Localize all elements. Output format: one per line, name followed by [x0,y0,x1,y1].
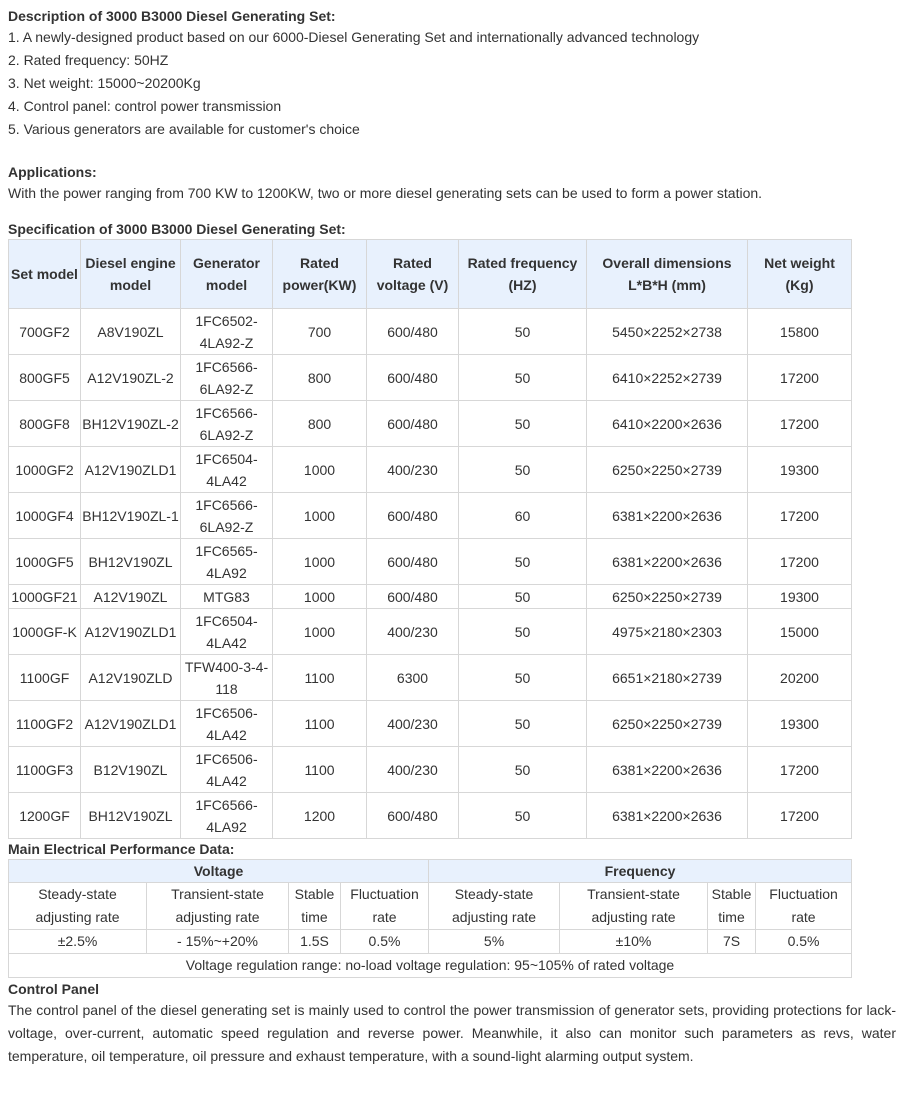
table-cell: 1000GF5 [9,539,81,585]
table-cell: 50 [459,401,587,447]
table-cell: 1FC6566-4LA92 [181,793,273,839]
performance-value: 5% [429,930,560,954]
table-cell: 50 [459,355,587,401]
table-cell: 400/230 [367,447,459,493]
table-cell: BH12V190ZL-2 [81,401,181,447]
table-cell: 6250×2250×2739 [587,585,748,609]
table-cell: A12V190ZLD1 [81,701,181,747]
table-cell: 1FC6566-6LA92-Z [181,355,273,401]
table-cell: 1FC6506-4LA42 [181,701,273,747]
table-cell: 600/480 [367,539,459,585]
description-item: 5. Various generators are available for customer's choice [8,121,360,137]
table-row [9,701,852,747]
table-cell: 800 [273,401,367,447]
table-cell: 50 [459,585,587,609]
table-row [9,655,852,701]
performance-subheader: Stable time [289,883,341,930]
column-header: Net weight (Kg) [748,240,852,309]
table-row [9,355,852,401]
table-row [9,609,852,655]
applications-heading: Applications: [8,164,97,180]
table-cell: 6381×2200×2636 [587,747,748,793]
table-cell: A12V190ZLD [81,655,181,701]
table-cell: 50 [459,655,587,701]
performance-heading: Main Electrical Performance Data: [8,841,235,857]
table-cell: 800GF5 [9,355,81,401]
table-cell: 800 [273,355,367,401]
table-cell: 1100GF [9,655,81,701]
table-cell: 19300 [748,585,852,609]
table-cell: 400/230 [367,609,459,655]
table-cell: 1200GF [9,793,81,839]
table-cell: 1000GF2 [9,447,81,493]
performance-subheader: Transient-state adjusting rate [147,883,289,930]
table-cell: 15000 [748,609,852,655]
table-cell: 1000 [273,609,367,655]
table-cell: 1FC6566-6LA92-Z [181,493,273,539]
specification-heading: Specification of 3000 B3000 Diesel Generating Set: [8,221,346,237]
table-cell: 1000 [273,539,367,585]
table-row [9,493,852,539]
column-header: Rated frequency (HZ) [459,240,587,309]
frequency-group-header: Frequency [429,860,852,883]
table-cell: 1000GF4 [9,493,81,539]
table-cell: 50 [459,701,587,747]
table-cell: 6381×2200×2636 [587,493,748,539]
table-cell: 1000GF-K [9,609,81,655]
table-cell: 6410×2200×2636 [587,401,748,447]
table-cell: 600/480 [367,309,459,355]
table-row [9,401,852,447]
applications-section [8,162,900,205]
performance-subheader: Fluctuation rate [756,883,852,930]
performance-value: - 15%~+20% [147,930,289,954]
table-row [9,309,852,355]
table-row [9,747,852,793]
table-cell: 700GF2 [9,309,81,355]
table-cell: 17200 [748,747,852,793]
table-cell: 60 [459,493,587,539]
table-cell: 1FC6502-4LA92-Z [181,309,273,355]
table-cell: 17200 [748,539,852,585]
table-cell: 600/480 [367,493,459,539]
control-panel-text: The control panel of the diesel generating set is mainly used to control the power transmission of generator sets, providing protections for lack-voltage, over-current, automatic speed regulation and reverse power. Meanwhile, it also can monitor such parameters as revs, water temperature, oil temperature, oil pressure and exhaust temperature, with a sound-light alarming output system. [8,1002,896,1064]
specification-table [8,239,852,839]
performance-values-row [9,930,852,954]
table-cell: 50 [459,747,587,793]
table-cell: 50 [459,309,587,355]
table-row [9,539,852,585]
table-cell: 6250×2250×2739 [587,701,748,747]
description-section [8,6,900,141]
performance-value: 0.5% [756,930,852,954]
specification-header-row [9,240,852,309]
performance-subheader: Transient-state adjusting rate [560,883,708,930]
table-cell: 17200 [748,793,852,839]
table-cell: 6410×2252×2739 [587,355,748,401]
table-cell: 1FC6506-4LA42 [181,747,273,793]
table-cell: 6250×2250×2739 [587,447,748,493]
performance-subheader: Steady-state adjusting rate [9,883,147,930]
product-description-page [8,6,900,1068]
column-header: Overall dimensions L*B*H (mm) [587,240,748,309]
performance-subheader-row [9,883,852,930]
performance-value: 1.5S [289,930,341,954]
section-spacer [8,141,900,162]
table-cell: 1FC6565-4LA92 [181,539,273,585]
performance-table [8,859,852,978]
table-cell: 6300 [367,655,459,701]
table-cell: 800GF8 [9,401,81,447]
table-cell: A12V190ZL-2 [81,355,181,401]
table-cell: A12V190ZLD1 [81,609,181,655]
table-cell: BH12V190ZL [81,539,181,585]
performance-group-row [9,860,852,883]
table-cell: 50 [459,539,587,585]
table-cell: 19300 [748,701,852,747]
table-cell: 1200 [273,793,367,839]
table-cell: 600/480 [367,401,459,447]
table-cell: 15800 [748,309,852,355]
table-row [9,447,852,493]
description-item: 2. Rated frequency: 50HZ [8,52,169,68]
table-cell: 600/480 [367,585,459,609]
applications-text: With the power ranging from 700 KW to 1200KW, two or more diesel generating sets can be used to form a power station. [8,185,763,201]
table-cell: 6381×2200×2636 [587,793,748,839]
table-cell: 1FC6566-6LA92-Z [181,401,273,447]
table-cell: A12V190ZLD1 [81,447,181,493]
voltage-group-header: Voltage [9,860,429,883]
table-cell: 1100GF3 [9,747,81,793]
table-cell: 1100 [273,701,367,747]
table-cell: 400/230 [367,747,459,793]
table-cell: 19300 [748,447,852,493]
performance-note-row [9,954,852,978]
table-cell: 6651×2180×2739 [587,655,748,701]
table-cell: MTG83 [181,585,273,609]
table-cell: 1000 [273,493,367,539]
table-cell: 1100 [273,747,367,793]
table-cell: 17200 [748,493,852,539]
description-item: 3. Net weight: 15000~20200Kg [8,75,201,91]
column-header: Diesel engine model [81,240,181,309]
table-cell: 400/230 [367,701,459,747]
performance-value: ±10% [560,930,708,954]
table-cell: 1FC6504-4LA42 [181,447,273,493]
control-panel-heading: Control Panel [8,981,100,997]
column-header: Rated voltage (V) [367,240,459,309]
table-cell: BH12V190ZL-1 [81,493,181,539]
column-header: Rated power(KW) [273,240,367,309]
performance-subheader: Stable time [708,883,756,930]
table-cell: 600/480 [367,793,459,839]
column-header: Set model [9,240,81,309]
description-item: 1. A newly-designed product based on our 6000-Diesel Generating Set and internationally advanced technology [8,29,700,45]
table-cell: B12V190ZL [81,747,181,793]
table-cell: 1100GF2 [9,701,81,747]
table-cell: TFW400-3-4-118 [181,655,273,701]
table-cell: 50 [459,609,587,655]
table-cell: 1000 [273,447,367,493]
table-cell: 17200 [748,355,852,401]
performance-subheader: Fluctuation rate [341,883,429,930]
table-cell: 20200 [748,655,852,701]
table-cell: A12V190ZL [81,585,181,609]
description-heading: Description of 3000 B3000 Diesel Generating Set: [8,8,336,24]
performance-value: ±2.5% [9,930,147,954]
table-cell: 1FC6504-4LA42 [181,609,273,655]
table-cell: A8V190ZL [81,309,181,355]
table-cell: 6381×2200×2636 [587,539,748,585]
table-cell: 1000GF21 [9,585,81,609]
table-cell: 4975×2180×2303 [587,609,748,655]
column-header: Generator model [181,240,273,309]
table-row [9,793,852,839]
performance-value: 7S [708,930,756,954]
table-cell: 1000 [273,585,367,609]
table-cell: 700 [273,309,367,355]
performance-subheader: Steady-state adjusting rate [429,883,560,930]
voltage-regulation-note: Voltage regulation range: no-load voltage regulation: 95~105% of rated voltage [9,954,852,978]
description-item: 4. Control panel: control power transmission [8,98,282,114]
table-cell: BH12V190ZL [81,793,181,839]
table-cell: 1100 [273,655,367,701]
specification-body [9,309,852,839]
table-cell: 5450×2252×2738 [587,309,748,355]
table-cell: 50 [459,447,587,493]
performance-value: 0.5% [341,930,429,954]
table-cell: 17200 [748,401,852,447]
table-row [9,585,852,609]
table-cell: 50 [459,793,587,839]
table-cell: 600/480 [367,355,459,401]
